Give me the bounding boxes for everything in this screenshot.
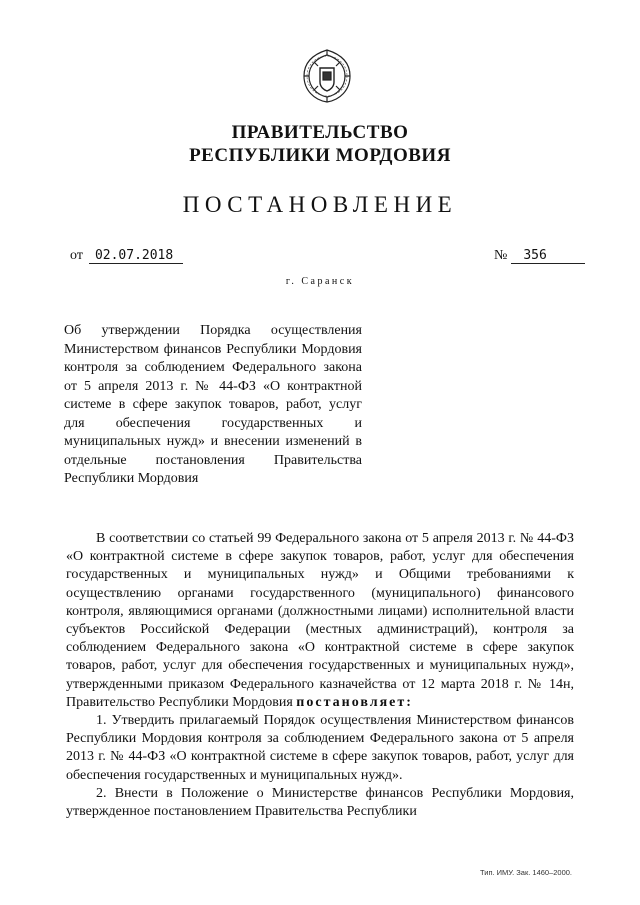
document-subject: Об утверждении Порядка осуществления Министерством финансов Республики Мордовия контроля за соблюдением Федерального закона от 5 апреля 2013 г. № 44-ФЗ «О контрактной системе в сфере закупок товаров, работ, услуг для обеспечения государственных и муниципальных нужд» и внесении изменений в отдельные постановления Правительства Республики Мордовия (64, 323, 362, 486)
document-body (66, 530, 574, 821)
item-2: 2. Внести в Положение о Министерстве финансов Республики Мордовия, утвержденное постановлением Правительства Республики (66, 785, 574, 820)
government-title-line1: ПРАВИТЕЛЬСТВО (231, 122, 409, 143)
print-footer: Тип. ИМУ. Зак. 1460–2000. (480, 868, 573, 877)
decree-word: постановляет: (296, 694, 413, 710)
coat-of-arms-emblem (300, 48, 354, 104)
number-block (494, 248, 585, 264)
document-date: 02.07.2018 (89, 248, 183, 264)
intro-text: В соответствии со статьей 99 Федерального закона от 5 апреля 2013 г. № 44-ФЗ «О контрактной системе в сфере закупок товаров, работ, услуг для обеспечения государственных и муниципальных нужд» и Общими требованиями к осуществлению органами государственного (муниципального) финансового контроля, являющимися органами (должностными лицами) исполнительной власти субъектов Российской Федерации (местных администраций), контроля за соблюдением Федерального закона «О контрактной системе в сфере закупок товаров, работ, услуг для обеспечения государственных и муниципальных нужд», утвержденными приказом Федерального казначейства от 12 марта 2018 г. № 14н, Правительство Республики Мордовия (66, 531, 574, 710)
item-1: 1. Утвердить прилагаемый Порядок осуществления Министерством финансов Республики Мордовия контроля за соблюдением Федерального закона от 5 апреля 2013 г. № 44-ФЗ «О контрактной системе в сфере закупок товаров, работ, услуг для обеспечения государственных и муниципальных нужд». (66, 713, 574, 783)
from-label: от (70, 248, 83, 263)
city: г. Саранск (285, 276, 355, 287)
document-type: ПОСТАНОВЛЕНИЕ (182, 192, 458, 217)
intro-paragraph (66, 530, 574, 712)
date-block (70, 248, 183, 264)
document-number: 356 (511, 248, 585, 264)
government-title-line2: РЕСПУБЛИКИ МОРДОВИЯ (189, 145, 451, 166)
number-label: № (494, 248, 508, 263)
